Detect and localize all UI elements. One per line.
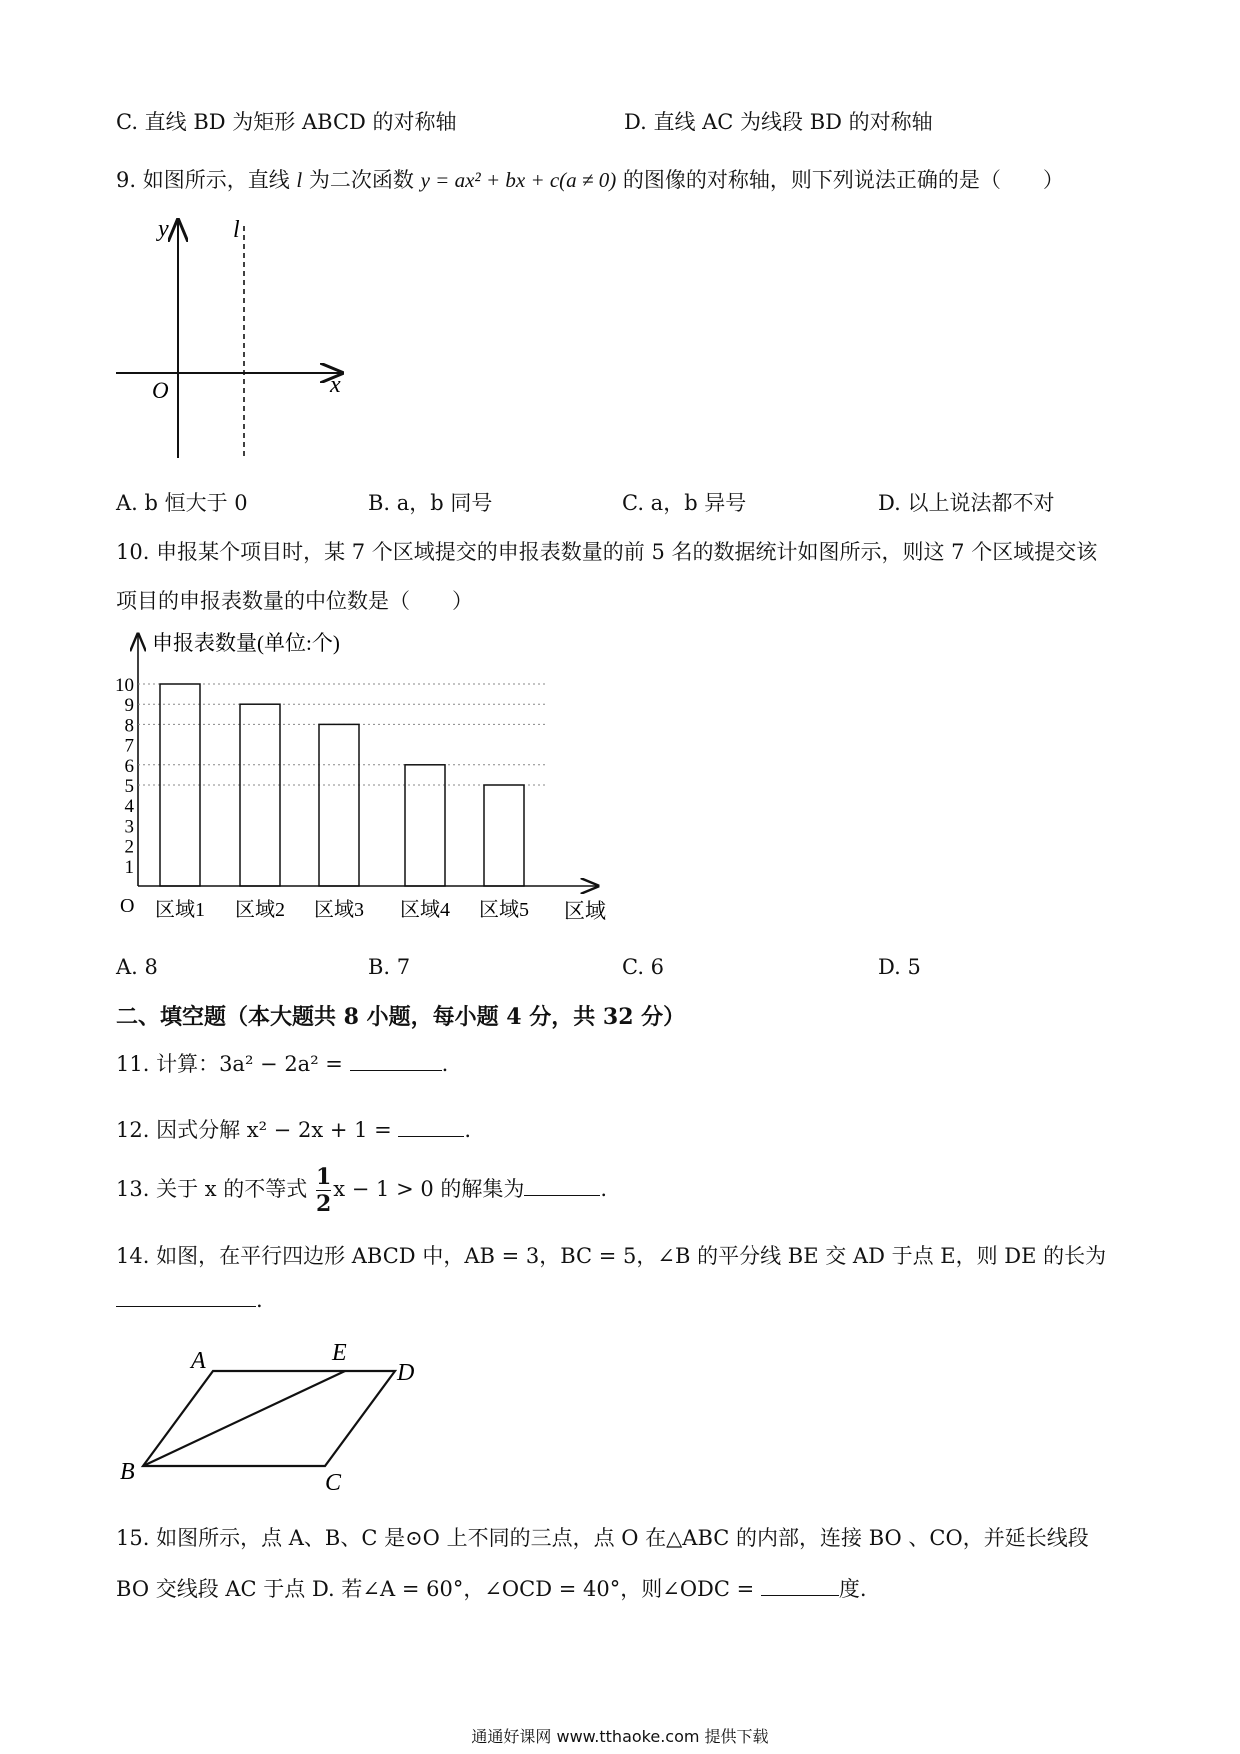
label-c: C: [325, 1470, 342, 1496]
q10-stem-line1: 10. 申报某个项目时，某 7 个区域提交的申报表数量的前 5 名的数据统计如图所示，则这 7 个区域提交该: [116, 540, 1098, 564]
q9-formula: y = ax² + bx + c(a ≠ 0): [420, 168, 617, 192]
section-heading-fill-in: 二、填空题（本大题共 8 小题，每小题 4 分，共 32 分）: [116, 1004, 686, 1030]
q14-answer-blank: [116, 1288, 256, 1307]
q13-prefix: 13. 关于 x 的不等式: [116, 1177, 314, 1201]
y-tick-label: 8: [124, 715, 134, 737]
q9-stem: [116, 164, 1064, 194]
chart-y-label: 申报表数量(单位:个): [152, 631, 340, 655]
chart-origin-label: O: [120, 895, 135, 917]
q14-stem: 14. 如图，在平行四边形 ABCD 中，AB = 3，BC = 5，∠B 的平分线 BE 交 AD 于点 E，则 DE 的长为: [116, 1244, 1107, 1268]
label-a: A: [191, 1348, 206, 1374]
category-label: 区域4: [400, 899, 450, 921]
q13-fraction: [316, 1164, 331, 1217]
q14-end: .: [256, 1288, 263, 1312]
category-label: 区域3: [314, 899, 364, 921]
q8-option-c: C. 直线 BD 为矩形 ABCD 的对称轴: [116, 110, 457, 134]
label-e: E: [332, 1340, 347, 1366]
q10-option-c: C. 6: [622, 955, 665, 979]
q9-l: l: [296, 168, 303, 192]
line-l-label: l: [233, 217, 240, 243]
q11-answer-blank: [350, 1052, 442, 1071]
label-d: D: [397, 1360, 415, 1386]
q15-stem-line1: 15. 如图所示，点 A、B、C 是⊙O 上不同的三点，点 O 在△ABC 的内部，连接 BO 、CO，并延长线段: [116, 1526, 1089, 1550]
chart-x-label: 区域: [564, 899, 606, 923]
label-b: B: [120, 1459, 135, 1485]
q9-mid: 为二次函数: [302, 168, 421, 192]
q14-parallelogram-figure: [110, 1335, 440, 1505]
q12-end: .: [464, 1118, 472, 1142]
q13-after: x − 1 > 0 的解集为: [333, 1177, 525, 1201]
segment-be: [143, 1371, 345, 1466]
q11-text: 11. 计算：3a² − 2a² =: [116, 1052, 350, 1076]
page-footer: 通通好课网 www.tthaoke.com 提供下载: [471, 1727, 769, 1746]
q12-text: 12. 因式分解 x² − 2x + 1 =: [116, 1118, 399, 1142]
q10-option-b: B. 7: [368, 955, 411, 979]
y-tick-label: 9: [124, 695, 134, 717]
category-label: 区域1: [155, 899, 205, 921]
y-axis-label: y: [158, 216, 169, 242]
q12: [116, 1114, 471, 1144]
q9-option-c: C. a，b 异号: [622, 491, 747, 515]
bar: [484, 785, 524, 886]
q11: [116, 1048, 448, 1078]
q9-option-a: A. b 恒大于 0: [116, 491, 248, 515]
bar: [319, 724, 359, 886]
q14-answer-line: [116, 1288, 263, 1312]
y-tick-label: 1: [124, 856, 134, 878]
y-tick-label: 2: [124, 836, 134, 858]
q10-option-d: D. 5: [878, 955, 921, 979]
q11-end: .: [441, 1052, 449, 1076]
y-tick-label: 4: [124, 796, 134, 818]
origin-label: O: [152, 378, 169, 403]
bar: [240, 704, 280, 886]
category-label: 区域5: [479, 899, 529, 921]
q13: [116, 1164, 607, 1217]
q12-answer-blank: [398, 1118, 464, 1137]
q13-frac-den: 2: [315, 1191, 332, 1217]
q13-end: .: [600, 1177, 608, 1201]
q13-answer-blank: [524, 1177, 600, 1196]
q10-option-a: A. 8: [116, 955, 158, 979]
parallelogram-abcd: [143, 1371, 395, 1466]
q10-stem-line2: 项目的申报表数量的中位数是（ ）: [116, 589, 473, 613]
q9-option-d: D. 以上说法都不对: [878, 491, 1055, 515]
q9-prefix: 9. 如图所示，直线: [116, 168, 297, 192]
q15-answer-blank: [761, 1577, 839, 1596]
q15-line2-prefix: BO 交线段 AC 于点 D. 若∠A = 60°，∠OCD = 40°，则∠ODC =: [116, 1577, 761, 1601]
q9-suffix: 的图像的对称轴，则下列说法正确的是（ ）: [616, 168, 1064, 192]
q13-frac-num: 1: [315, 1164, 332, 1190]
y-tick-label: 10: [115, 675, 134, 696]
bar: [405, 765, 445, 886]
y-tick-label: 3: [124, 816, 134, 838]
q15-line2-suffix: 度.: [838, 1577, 867, 1601]
q8-option-d: D. 直线 AC 为线段 BD 的对称轴: [624, 110, 933, 134]
category-label: 区域2: [235, 899, 285, 921]
y-tick-label: 7: [124, 735, 134, 757]
y-tick-label: 6: [124, 755, 134, 777]
q9-option-b: B. a，b 同号: [368, 491, 493, 515]
q10-bar-chart: [100, 622, 620, 932]
y-tick-label: 5: [124, 776, 134, 797]
q9-axes-figure: [100, 210, 360, 460]
x-axis-label: x: [330, 372, 341, 398]
q15-stem-line2: [116, 1573, 867, 1603]
